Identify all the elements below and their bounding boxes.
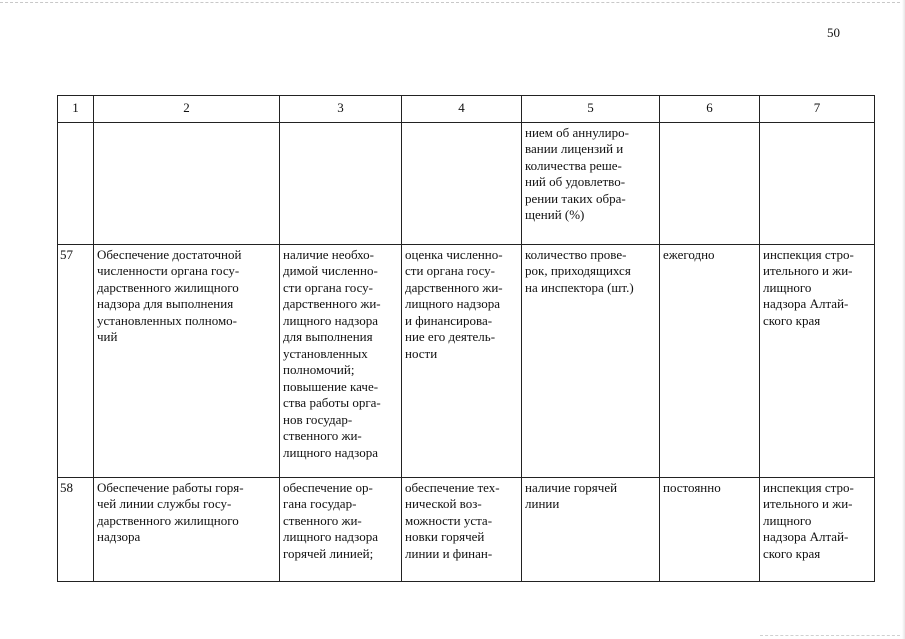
scan-edge-top [0,2,905,3]
table-cell-period: постоянно [660,477,760,581]
table-row [58,122,875,244]
table-row [58,477,875,581]
column-header-7: 7 [760,96,875,123]
header-row [58,96,875,123]
table-cell-responsible: инспекция стро- ительного и жи- лищного надзора Алтай- ского края [760,477,875,581]
table-cell-period [660,122,760,244]
page-number: 50 [827,25,840,40]
column-header-2: 2 [94,96,280,123]
table-cell-indicator: количество прове- рок, приходящихся на инспектора (шт.) [522,244,660,477]
table-cell-method [402,122,522,244]
table-cell-responsible: инспекция стро- ительного и жи- лищного надзора Алтай- ского края [760,244,875,477]
table-cell-number: 58 [58,477,94,581]
scan-edge-bottom [760,635,900,636]
table-cell-measure: Обеспечение достаточной численности органа госу- дарственного жилищного надзора для выполнения установленных полномо- чий [94,244,280,477]
column-header-1: 1 [58,96,94,123]
table-cell-measure: Обеспечение работы горя- чей линии службы госу- дарственного жилищного надзора [94,477,280,581]
table-cell-responsible [760,122,875,244]
column-header-3: 3 [280,96,402,123]
table-cell-result [280,122,402,244]
table-cell-measure [94,122,280,244]
table-cell-number: 57 [58,244,94,477]
table-row [58,244,875,477]
column-header-5: 5 [522,96,660,123]
table-cell-result: наличие необхо- димой численно- сти органа госу- дарственного жи- лищного надзора для выполнения установленных полномочий; повышение каче- ства работы орга- нов государ- ственного жи- лищного надзора [280,244,402,477]
table-cell-result: обеспечение ор- гана государ- ственного жи- лищного надзора горячей линией; [280,477,402,581]
table-cell-indicator: нием об аннулиро- вании лицензий и количества реше- ний об удовлетво- рении таких обра- щений (%) [522,122,660,244]
measures-table [57,95,875,582]
table-cell-method: обеспечение тех- нической воз- можности уста- новки горячей линии и финан- [402,477,522,581]
table-cell-indicator: наличие горячей линии [522,477,660,581]
table-cell-number [58,122,94,244]
column-header-6: 6 [660,96,760,123]
column-header-4: 4 [402,96,522,123]
table-cell-method: оценка численно- сти органа госу- дарственного жи- лищного надзора и финансирова- ние его деятель- ности [402,244,522,477]
table-cell-period: ежегодно [660,244,760,477]
